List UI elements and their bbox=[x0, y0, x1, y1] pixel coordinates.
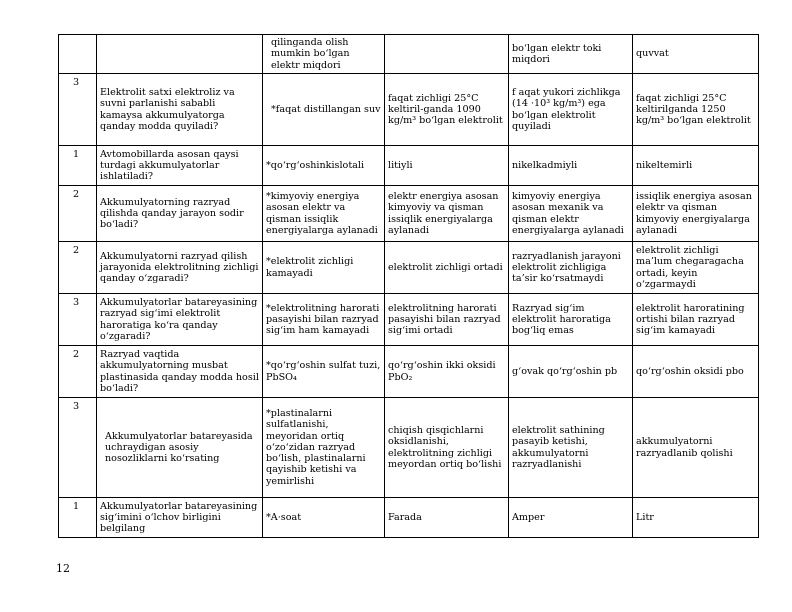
table-row bbox=[59, 35, 759, 74]
question-text: Razryad vaqtida akkumulyatorning musbat plastinasida qanday modda hosil bo‘ladi? bbox=[97, 346, 263, 398]
answer-option bbox=[385, 35, 509, 74]
table-row bbox=[59, 294, 759, 346]
answer-correct: *faqat distillangan suv bbox=[263, 74, 385, 146]
answer-option: elektrolit zichligi ortadi bbox=[385, 242, 509, 294]
answer-option: Litr bbox=[633, 498, 759, 538]
answer-correct: *A·soat bbox=[263, 498, 385, 538]
answer-option: razryadlanish jarayoni elektrolit zichligiga ta’sir ko‘rsatmaydi bbox=[509, 242, 633, 294]
answer-option: elektr energiya asosan kimyoviy va qisman issiqlik energiyalarga aylanadi bbox=[385, 186, 509, 242]
answer-option: litiyli bbox=[385, 146, 509, 186]
question-text: Akkumulyatorni razryad qilish jarayonida elektrolitning zichligi qanday o‘zgaradi? bbox=[97, 242, 263, 294]
answer-option: quvvat bbox=[633, 35, 759, 74]
answer-option: faqat zichligi 25°C keltirilganda 1250 kg/m³ bo‘lgan elektrolit bbox=[633, 74, 759, 146]
question-number bbox=[59, 35, 97, 74]
question-number: 1 bbox=[59, 146, 97, 186]
question-number: 2 bbox=[59, 346, 97, 398]
page-number: 12 bbox=[56, 562, 70, 575]
questions-table bbox=[58, 34, 759, 538]
answer-correct: *plastinalarni sulfatlanishi, meyoridan ortiq o‘zo‘zidan razryad bo‘lish, plastinalarni qayishib ketishi va yemirlishi bbox=[263, 398, 385, 498]
answer-correct: *qo‘rg‘oshin sulfat tuzi, PbSO₄ bbox=[263, 346, 385, 398]
question-text: Elektrolit satxi elektroliz va suvni parlanishi sababli kamaysa akkumulyatorga qanday modda quyiladi? bbox=[97, 74, 263, 146]
table-row bbox=[59, 146, 759, 186]
table-row bbox=[59, 346, 759, 398]
question-text: Akkumulyatorlar batareyasining razryad sig‘imi elektrolit haroratiga ko‘ra qanday o‘zgaradi? bbox=[97, 294, 263, 346]
answer-option: bo‘lgan elektr toki miqdori bbox=[509, 35, 633, 74]
answer-correct: *qo‘rg‘oshinkislotali bbox=[263, 146, 385, 186]
answer-option: faqat zichligi 25°C keltiril-ganda 1090 kg/m³ bo‘lgan elektrolit bbox=[385, 74, 509, 146]
question-text: Avtomobillarda asosan qaysi turdagi akkumulyatorlar ishlatiladi? bbox=[97, 146, 263, 186]
question-number: 1 bbox=[59, 498, 97, 538]
answer-option: elektrolitning harorati pasayishi bilan razryad sig‘imi ortadi bbox=[385, 294, 509, 346]
answer-option: elektrolit zichligi ma’lum chegaragacha ortadi, keyin o‘zgarmaydi bbox=[633, 242, 759, 294]
question-number: 3 bbox=[59, 74, 97, 146]
answer-option: qo‘rg‘oshin ikki oksidi PbO₂ bbox=[385, 346, 509, 398]
answer-option: kimyoviy energiya asosan mexanik va qisman elektr energiyalarga aylanadi bbox=[509, 186, 633, 242]
answer-option: g‘ovak qo‘rg‘oshin pb bbox=[509, 346, 633, 398]
answer-correct: qilinganda olish mumkin bo‘lgan elektr miqdori bbox=[263, 35, 385, 74]
answer-correct: *elektrolitning harorati pasayishi bilan razryad sig‘im ham kamayadi bbox=[263, 294, 385, 346]
answer-option: elektrolit sathining pasayib ketishi, akkumulyatorni razryadlanishi bbox=[509, 398, 633, 498]
answer-option: elektrolit haroratining ortishi bilan razryad sig‘im kamayadi bbox=[633, 294, 759, 346]
answer-option: nikeltemirli bbox=[633, 146, 759, 186]
question-number: 3 bbox=[59, 294, 97, 346]
answer-option: chiqish qisqichlarni oksidlanishi, elektrolitning zichligi meyordan ortiq bo‘lishi bbox=[385, 398, 509, 498]
question-number: 3 bbox=[59, 398, 97, 498]
question-text: Akkumulyatorning razryad qilishda qanday jarayon sodir bo‘ladi? bbox=[97, 186, 263, 242]
table-row bbox=[59, 398, 759, 498]
table-row bbox=[59, 74, 759, 146]
answer-option: akkumulyatorni razryadlanib qolishi bbox=[633, 398, 759, 498]
question-number: 2 bbox=[59, 242, 97, 294]
answer-option: Razryad sig‘im elektrolit haroratiga bog‘liq emas bbox=[509, 294, 633, 346]
answer-option: Farada bbox=[385, 498, 509, 538]
answer-option: nikelkadmiyli bbox=[509, 146, 633, 186]
question-text: Akkumulyatorlar batareyasining sig‘imini o‘lchov birligini belgilang bbox=[97, 498, 263, 538]
answer-option: issiqlik energiya asosan elektr va qisman kimyoviy energiyalarga aylanadi bbox=[633, 186, 759, 242]
answer-option: Amper bbox=[509, 498, 633, 538]
answer-correct: *elektrolit zichligi kamayadi bbox=[263, 242, 385, 294]
table-row bbox=[59, 498, 759, 538]
question-text bbox=[97, 35, 263, 74]
table-row bbox=[59, 186, 759, 242]
answer-correct: *kimyoviy energiya asosan elektr va qisman issiqlik energiyalarga aylanadi bbox=[263, 186, 385, 242]
question-text: Akkumulyatorlar batareyasida uchraydigan asosiy nosozliklarni ko‘rsating bbox=[97, 398, 263, 498]
answer-option: f aqat yukori zichlikga (14 ·10³ kg/m³) ega bo‘lgan elektrolit quyiladi bbox=[509, 74, 633, 146]
answer-option: qo‘rg‘oshin oksidi pbo bbox=[633, 346, 759, 398]
question-number: 2 bbox=[59, 186, 97, 242]
table-row bbox=[59, 242, 759, 294]
